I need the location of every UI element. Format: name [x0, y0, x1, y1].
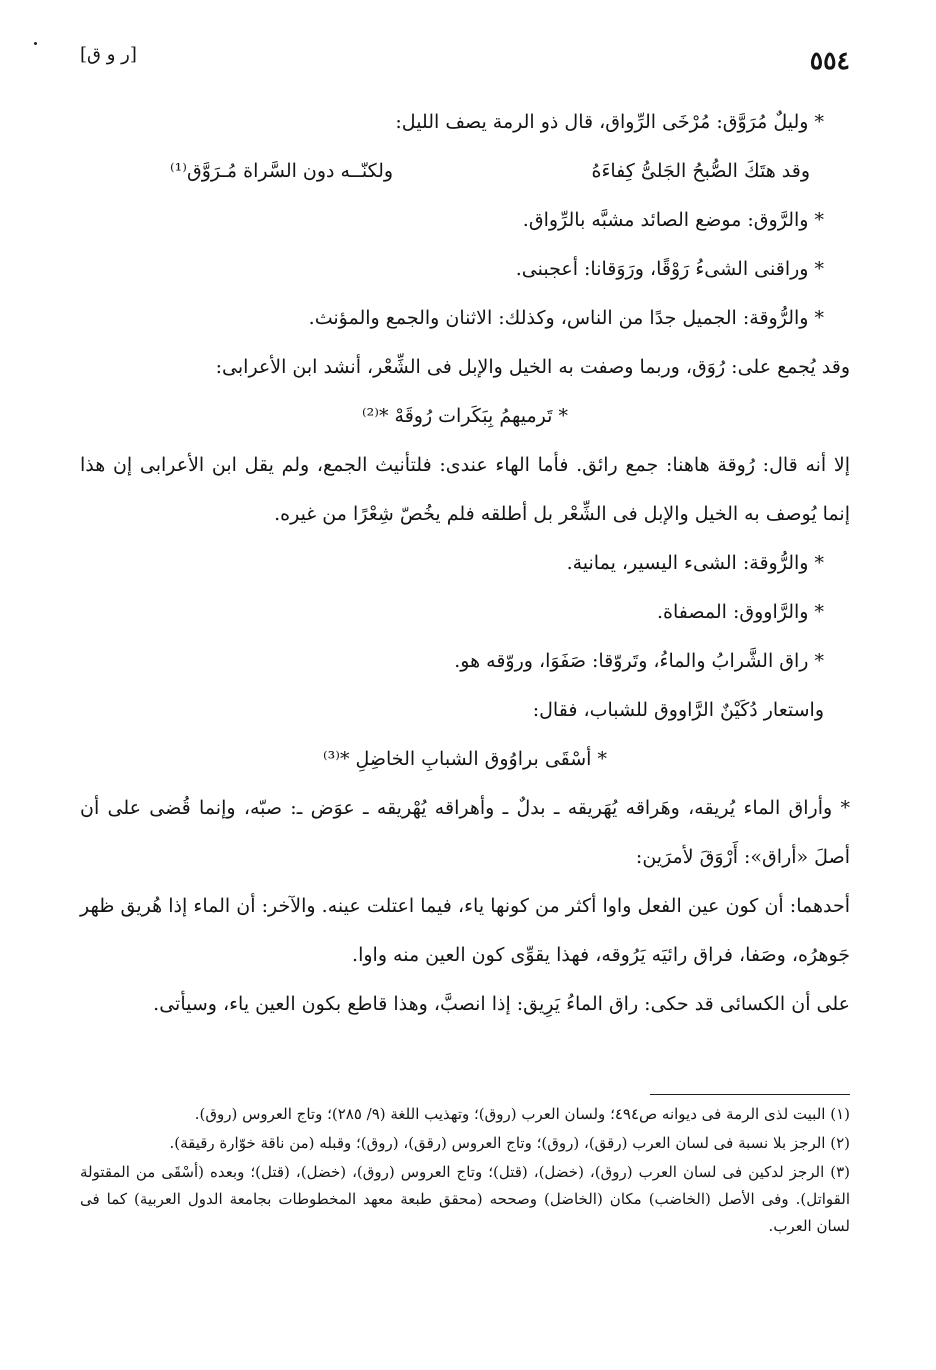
- paragraph: * وليلٌ مُرَوَّق: مُرْخَى الرِّواق، قال ذو الرمة يصف الليل:: [395, 111, 824, 133]
- verse-line: [170, 147, 810, 196]
- verse-hemistich-first: وقد هتَكَ الصُّبحُ الجَلىُّ كِفاءَهُ: [591, 160, 810, 182]
- running-head: [ر و ق]: [80, 44, 137, 65]
- paragraph: * والرُّوقة: الشىء اليسير، يمانية.: [566, 552, 824, 574]
- paragraph: * راق الشَّرابُ والماءُ، وتَروّقا: صَفَوَا، وروّقه هو.: [454, 650, 824, 672]
- paragraph: إلا أنه قال: رُوقة هاهنا: جمع رائق. فأما الهاء عندى: فلتأنيث الجمع، ولم يقل ابن الأعرابى إن هذا إنما يُوصف به الخيل والإبل فى الشِّعْر بل أطلقه فلم يخُصّ شِعْرًا من غيره.: [80, 454, 850, 525]
- footnote-separator: [650, 1094, 850, 1095]
- paragraph: * والرُّوقة: الجميل جدًا من الناس، وكذلك: الاثنان والجمع والمؤنث.: [308, 307, 824, 329]
- footnote: (٣) الرجز لدكين فى لسان العرب (روق)، (خضل)، (قتل)؛ وتاج العروس (روق)، (خضل)، (قتل)؛ وبعده (أسْقَى من المقتولة القواتل). وفى الأصل (الخاضب) مكان (الخاضل) وصححه (محقق طبعة معهد المخطوطات بجامعة الدول العربية) كما فى لسان العرب.: [80, 1163, 850, 1235]
- page-header: [80, 40, 850, 80]
- footnotes: [80, 1101, 850, 1242]
- verse-line: * أسْقَى براوُوق الشبابِ الخاضِلِ *⁽³⁾: [322, 748, 608, 770]
- paragraph: واستعار دُكَيْنٌ الرَّاووق للشباب، فقال:: [532, 699, 824, 721]
- verse-line: * تَرميهمُ بِبَكَرات رُوقَهْ *⁽²⁾: [362, 405, 568, 427]
- paragraph: * والرَّوق: موضع الصائد مشبَّه بالرِّواق.: [522, 209, 824, 231]
- paragraph: * وأراق الماء يُريقه، وهَراقه يُهَريقه ـ بدلٌ ـ وأهراقه يُهْريقه ـ عوَض ـ: صبّه، وإنما قُضى على أن أصلَ «أراق»: أَرْوَقَ لأمرَين:: [80, 797, 850, 868]
- verse-hemistich-second: ولكنّــه دون السَّراة مُـرَوَّق⁽¹⁾: [170, 160, 394, 182]
- footnote: (٢) الرجز بلا نسبة فى لسان العرب (رقق)، (روق)؛ وتاج العروس (رقق)، (روق)؛ وقبله (من ناقة خوّارة رقيقة).: [169, 1134, 850, 1152]
- paragraph: على أن الكسائى قد حكى: راق الماءُ يَرِيق: إذا انصبَّ، وهذا قاطع بكون العين ياء، وسيأتى.: [153, 993, 850, 1015]
- footnote: (١) البيت لذى الرمة فى ديوانه ص٤٩٤؛ ولسان العرب (روق)؛ وتهذيب اللغة (٩/ ٢٨٥)؛ وتاج العروس (روق).: [194, 1105, 850, 1123]
- paragraph: أحدهما: أن كون عين الفعل واوا أكثر من كونها ياء، فيما اعتلت عينه. والآخر: أن الماء إذا هُريق ظهر جَوهرُه، وصَفا، فراق رائيَه يَرُوقه، فهذا يقوِّى كون العين منه واوا.: [80, 895, 850, 966]
- paragraph: * وراقنى الشىءُ رَوْقًا، ورَوَقانا: أعجبنى.: [515, 258, 824, 280]
- paragraph: وقد يُجمع على: رُوَق، وربما وصفت به الخيل والإبل فى الشِّعْر، أنشد ابن الأعرابى:: [215, 356, 850, 378]
- main-text: [80, 98, 850, 1029]
- page-number: ٥٥٤: [809, 46, 850, 75]
- scan-speck: [34, 42, 37, 45]
- paragraph: * والرَّاووق: المصفاة.: [656, 601, 824, 623]
